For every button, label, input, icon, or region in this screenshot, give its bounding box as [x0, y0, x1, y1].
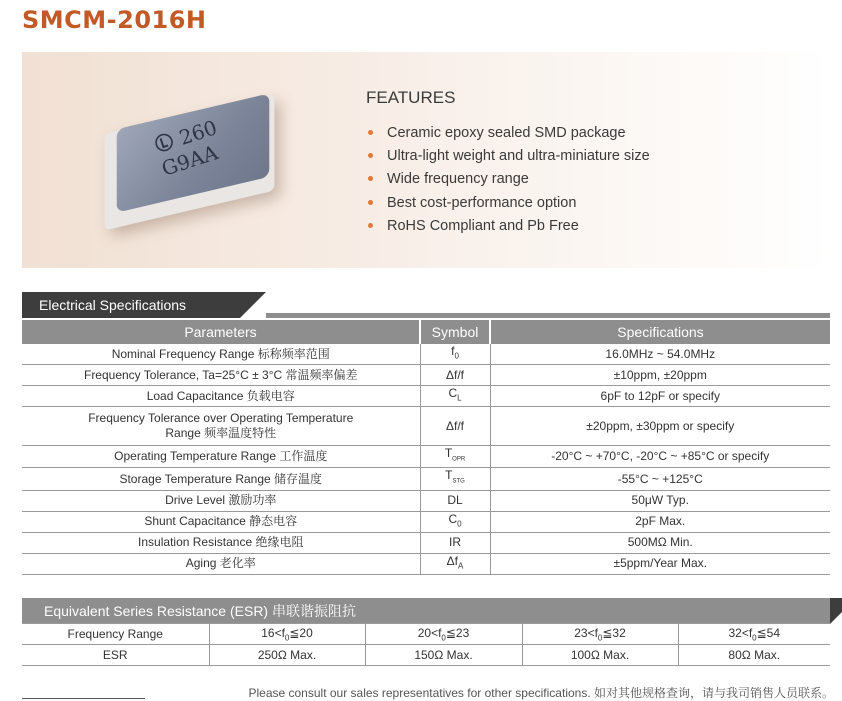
range-start: 23<f — [574, 625, 598, 640]
esr-value-cell: 250Ω Max. — [209, 645, 365, 666]
product-title: SMCM-2016H — [22, 6, 207, 34]
chip-marking-line1: 260 — [176, 115, 220, 150]
symbol-cell — [420, 490, 490, 511]
electrical-specs-table — [22, 320, 830, 575]
symbol-sub: A — [458, 561, 464, 571]
symbol-text: Δf/f — [445, 418, 465, 433]
param-cell: Frequency Tolerance, Ta=25°C ± 3°C 常温频率偏差 — [22, 365, 420, 386]
spec-cell: -55°C ~ +125°C — [490, 468, 830, 490]
range-end: ≦32 — [602, 625, 626, 640]
esr-range-cell — [522, 624, 678, 645]
range-start: 32<f — [728, 625, 753, 640]
table-header-row — [22, 320, 830, 344]
column-header-specifications: Specifications — [490, 320, 830, 344]
esr-value-cell: 100Ω Max. — [522, 645, 678, 666]
column-header-symbol: Symbol — [420, 320, 490, 344]
symbol-text: DL — [447, 493, 463, 508]
symbol-cell — [420, 532, 490, 553]
symbol-sub: 0 — [457, 519, 462, 529]
esr-range-cell — [365, 624, 522, 645]
param-cell — [22, 407, 420, 446]
esr-range-cell — [209, 624, 365, 645]
table-row — [22, 553, 830, 574]
symbol-text: T — [445, 468, 453, 483]
spec-cell: 16.0MHz ~ 54.0MHz — [490, 344, 830, 365]
electrical-specs-header — [22, 292, 830, 318]
param-cell: Shunt Capacitance 静态电容 — [22, 511, 420, 532]
esr-row-label: Frequency Range — [22, 624, 209, 645]
column-header-parameters: Parameters — [22, 320, 420, 344]
electrical-specs-title: Electrical Specifications — [39, 297, 187, 313]
symbol-cell — [420, 365, 490, 386]
table-row — [22, 344, 830, 365]
symbol-text: C — [448, 386, 458, 401]
param-cell: Nominal Frequency Range 标称频率范围 — [22, 344, 420, 365]
table-row — [22, 490, 830, 511]
spec-cell: -20°C ~ +70°C, -20°C ~ +85°C or specify — [490, 446, 830, 468]
symbol-cell — [420, 468, 490, 490]
table-row — [22, 468, 830, 490]
range-end: ≦54 — [756, 625, 781, 640]
feature-item: Ultra-light weight and ultra-miniature size — [366, 145, 650, 168]
param-cell: Aging 老化率 — [22, 553, 420, 574]
esr-value-cell: 150Ω Max. — [365, 645, 522, 666]
table-row — [22, 645, 830, 666]
spec-cell: ±10ppm, ±20ppm — [490, 365, 830, 386]
footer-note: Please consult our sales representatives for other specifications. 如对其他规格查询，请与我司销售人员联系。 — [248, 686, 834, 700]
table-row — [22, 532, 830, 553]
range-sub: 0 — [284, 633, 290, 643]
table-row — [22, 511, 830, 532]
esr-table — [22, 623, 830, 666]
symbol-cell — [420, 386, 490, 407]
symbol-text: Δf/f — [445, 367, 465, 382]
spec-cell: ±5ppm/Year Max. — [490, 553, 830, 574]
spec-cell: 500MΩ Min. — [490, 532, 830, 553]
symbol-cell — [420, 446, 490, 468]
symbol-sub: L — [457, 393, 462, 403]
range-end: ≦20 — [289, 625, 313, 640]
esr-row-label: ESR — [22, 645, 209, 666]
table-row — [22, 624, 830, 645]
feature-item: RoHS Compliant and Pb Free — [366, 215, 650, 238]
symbol-text: C — [448, 512, 458, 527]
crystal-chip-image — [97, 82, 297, 242]
spec-cell: 6pF to 12pF or specify — [490, 386, 830, 407]
param-line2: Range 频率温度特性 — [165, 426, 277, 440]
symbol-cell — [420, 407, 490, 446]
spec-cell: 2pF Max. — [490, 511, 830, 532]
footer-divider — [22, 698, 145, 699]
spec-cell: ±20ppm, ±30ppm or specify — [490, 407, 830, 446]
param-cell: Drive Level 激励功率 — [22, 490, 420, 511]
table-row — [22, 386, 830, 407]
range-sub: 0 — [752, 633, 757, 643]
param-cell: Load Capacitance 负载电容 — [22, 386, 420, 407]
esr-header — [22, 598, 830, 624]
features-title: FEATURES — [366, 88, 456, 107]
range-start: 20<f — [417, 625, 442, 640]
range-start: 16<f — [261, 625, 285, 640]
feature-item: Wide frequency range — [366, 168, 650, 191]
table-row — [22, 446, 830, 468]
param-cell: Insulation Resistance 绝缘电阻 — [22, 532, 420, 553]
header-rule — [266, 313, 830, 318]
param-line1: Frequency Tolerance over Operating Temperature — [88, 411, 354, 425]
feature-item: Best cost-performance option — [366, 192, 650, 215]
symbol-text: IR — [449, 535, 461, 550]
table-row — [22, 407, 830, 446]
table-row — [22, 365, 830, 386]
symbol-sub: 0 — [454, 351, 459, 361]
feature-item: Ceramic epoxy sealed SMD package — [366, 122, 650, 145]
symbol-cell — [420, 553, 490, 574]
param-cell: Storage Temperature Range 储存温度 — [22, 468, 420, 490]
symbol-text: Δf — [446, 554, 458, 569]
esr-range-cell — [678, 624, 830, 645]
range-sub: 0 — [597, 633, 603, 643]
symbol-text: f — [451, 344, 455, 359]
symbol-sub: OPR — [452, 456, 466, 463]
features-list — [366, 122, 650, 238]
symbol-cell — [420, 344, 490, 365]
esr-title: Equivalent Series Resistance (ESR) 串联谐振阻抗 — [44, 603, 356, 619]
spec-cell: 50μW Typ. — [490, 490, 830, 511]
range-end: ≦23 — [445, 625, 470, 640]
chip-marking-line2: G9AA — [158, 140, 221, 181]
esr-value-cell: 80Ω Max. — [678, 645, 830, 666]
symbol-sub: STG — [452, 478, 465, 485]
range-sub: 0 — [441, 633, 446, 643]
symbol-text: T — [444, 446, 453, 460]
symbol-cell — [420, 511, 490, 532]
param-cell: Operating Temperature Range 工作温度 — [22, 446, 420, 468]
